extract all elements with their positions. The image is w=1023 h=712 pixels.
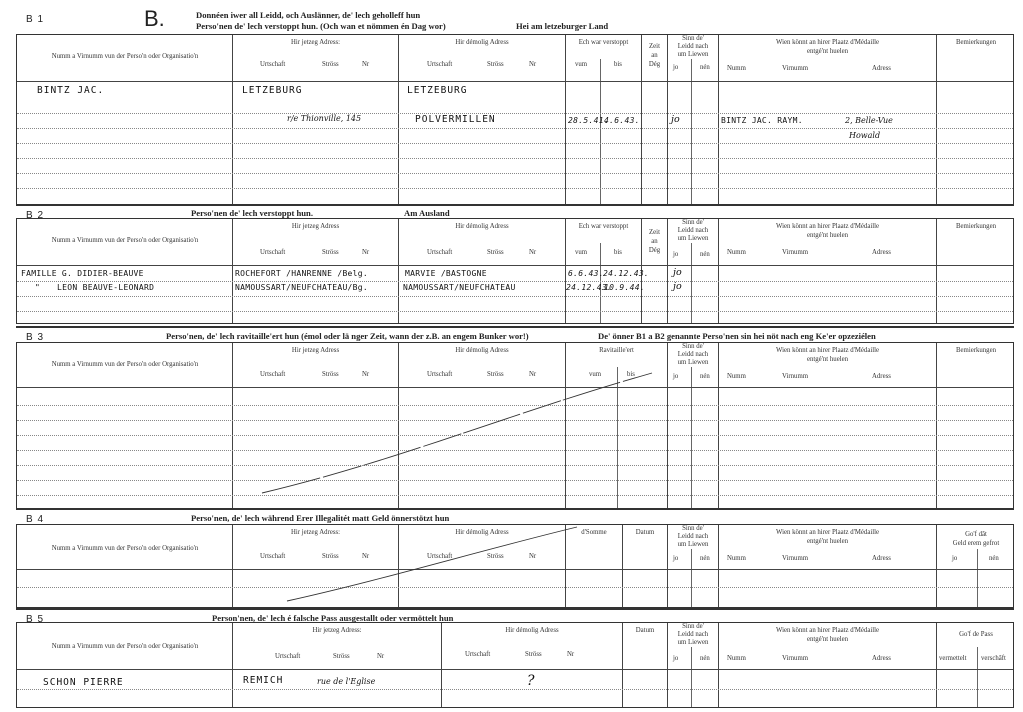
entry-from-date: 24.12.43. xyxy=(566,283,613,292)
section-title: Am Ausland xyxy=(404,208,450,218)
column-header-label: Urtschaft xyxy=(260,61,286,68)
column-header-label: um Liewen xyxy=(677,51,709,58)
column-divider xyxy=(232,623,233,707)
row-rule xyxy=(17,173,1013,174)
column-header-label: Wien könnt an hirer Plaatz d'Médaille xyxy=(775,627,880,634)
entry-current-street: rue de l'Eglise xyxy=(317,677,376,686)
column-header-label: Virnumm xyxy=(782,555,809,562)
column-header-label: Ströss xyxy=(322,61,339,68)
row-rule xyxy=(17,143,1013,144)
column-header-label: um Liewen xyxy=(677,639,709,646)
column-header-label: Geld erem gefrot xyxy=(952,540,1000,547)
column-header-label: Urtschaft xyxy=(427,553,453,560)
column-header-label: jo xyxy=(673,251,679,258)
column-divider xyxy=(936,219,937,323)
entry-former-address-unknown: ? xyxy=(527,673,535,689)
section-b4-table xyxy=(16,524,1014,608)
column-header-label: Hir démolig Adress xyxy=(455,223,509,230)
section-code: B 4 xyxy=(26,514,45,525)
column-header-label: Adress xyxy=(872,65,891,72)
column-header-label: nén xyxy=(700,373,710,380)
column-header-label: Urtschaft xyxy=(260,553,286,560)
entry-name: FAMILLE G. DIDIER-BEAUVE xyxy=(21,269,144,278)
column-header-label: Numm xyxy=(727,373,746,380)
column-header-label: Nr xyxy=(529,61,537,68)
column-header-label: Numm a Virnumm vun der Perso'n oder Organisatio'n xyxy=(51,361,199,368)
section-code: B 3 xyxy=(26,332,45,343)
section-b5 xyxy=(16,608,1014,708)
column-divider xyxy=(232,343,233,509)
column-header-label: Ströss xyxy=(487,61,504,68)
column-header-label: bis xyxy=(614,61,622,68)
section-title: Perso'nen, de' lech während Erer Illegalitét matt Geld önnerstötzt hun xyxy=(191,513,450,523)
entry-current-address: ROCHEFORT /HANRENNE /Belg. xyxy=(235,269,369,278)
column-header-label: Hir jetzeg Adress: xyxy=(290,529,341,536)
section-title-line1: Donnéen iwer all Leidd, och Auslänner, de' lech geholleff hun xyxy=(196,10,421,20)
section-code: B 5 xyxy=(26,614,45,625)
column-header-label: Dég xyxy=(648,61,661,68)
column-header-label: entgé'nt huelen xyxy=(806,538,849,545)
column-header-label: Wien könnt an hirer Plaatz d'Médaille xyxy=(775,529,880,536)
ditto-mark: " xyxy=(35,283,41,292)
column-header-label: Ströss xyxy=(322,553,339,560)
entry-current-town: REMICH xyxy=(243,675,284,686)
column-header-label: Leidd nach xyxy=(677,227,709,234)
column-divider xyxy=(232,525,233,607)
entry-from-date: 6.6.43. xyxy=(568,269,604,278)
column-header-label: Dég xyxy=(648,247,661,254)
entry-former-street: POLVERMILLEN xyxy=(415,114,496,125)
entry-to-date: 4.6.43. xyxy=(604,116,640,125)
entry-current-town: LETZEBURG xyxy=(242,85,303,96)
column-header-label: Sinn de' xyxy=(682,343,704,350)
column-header-label: Nr xyxy=(362,61,370,68)
entry-alive-yes: jo xyxy=(673,267,682,278)
column-header-label: Sinn de' xyxy=(682,219,704,226)
column-header-label: Nr xyxy=(529,249,537,256)
row-rule xyxy=(17,188,1013,189)
column-divider xyxy=(441,623,442,707)
entry-name: BINTZ JAC. xyxy=(37,85,105,96)
entry-name: LEON BEAUVE-LEONARD xyxy=(57,283,155,292)
section-b1 xyxy=(16,6,1014,205)
header-divider xyxy=(17,265,1013,266)
column-divider xyxy=(622,623,623,707)
column-header-label: vum xyxy=(575,249,588,256)
column-header-label: Virnumm xyxy=(782,249,809,256)
column-header-label: jo xyxy=(673,555,679,562)
column-header-label: Hir jetzeg Adress xyxy=(291,223,340,230)
column-header-label: Urtschaft xyxy=(465,651,491,658)
column-divider xyxy=(398,219,399,323)
column-header-label: Numm xyxy=(727,555,746,562)
section-title: Perso'nen, de' lech ravitaille'ert hun (émol oder lä nger Zeit, wann der z.B. an engem Bunker wor!) xyxy=(166,331,529,341)
column-header-label: Numm a Virnumm vun der Perso'n oder Organisatio'n xyxy=(51,237,199,244)
column-header-label: an xyxy=(651,238,658,245)
column-divider xyxy=(667,343,668,509)
column-header-label: Go'f de Pass xyxy=(959,631,993,638)
column-header-label: Virnumm xyxy=(782,373,809,380)
column-header-label: Ströss xyxy=(333,653,350,660)
column-divider xyxy=(232,219,233,323)
column-header-label: bis xyxy=(614,249,622,256)
column-header-label: Urtschaft xyxy=(260,249,286,256)
column-header-label: Ströss xyxy=(487,249,504,256)
column-header-label: Ech war verstoppt xyxy=(578,39,629,46)
column-header-label: Zeit xyxy=(649,229,660,236)
column-header-label: Nr xyxy=(377,653,385,660)
column-header-label: Nr xyxy=(529,371,537,378)
column-divider xyxy=(691,647,692,707)
entry-medal-address-town: Howald xyxy=(849,131,881,140)
row-rule xyxy=(17,311,1013,312)
entry-medal-name: BINTZ JAC. RAYM. xyxy=(721,116,803,125)
column-header-label: Hir démolig Adress xyxy=(455,39,509,46)
column-header-label: Nr xyxy=(529,553,537,560)
column-header-label: d'Somme xyxy=(581,529,607,536)
column-divider xyxy=(977,647,978,707)
section-title: Perso'nen de' lech verstoppt hun. xyxy=(191,208,313,218)
name-column-header: Numm a Virnumm vun der Perso'n oder Organisatio'n xyxy=(51,53,199,60)
entry-current-address: NAMOUSSART/NEUFCHATEAU/Bg. xyxy=(235,283,369,292)
column-header-label: nén xyxy=(700,64,710,71)
column-header-label: Numm xyxy=(727,655,746,662)
column-divider xyxy=(622,525,623,607)
column-header-label: Nr xyxy=(362,249,370,256)
column-header-label: Hir jetzeg Adress: xyxy=(290,39,341,46)
entry-former-address: NAMOUSSART/NEUFCHATEAU xyxy=(403,283,516,292)
entry-to-date: 24.12.43. xyxy=(603,269,650,278)
column-header-label: Hir démolig Adress xyxy=(455,529,509,536)
column-header-label: Ströss xyxy=(525,651,542,658)
column-header-label: Urtschaft xyxy=(427,249,453,256)
column-divider xyxy=(691,549,692,607)
column-header-label: um Liewen xyxy=(677,235,709,242)
column-header-label: Adress xyxy=(872,249,891,256)
entry-alive-yes: jo xyxy=(673,281,682,292)
entry-current-street: r/e Thionville, 145 xyxy=(287,114,362,123)
column-header-label: Nr xyxy=(567,651,575,658)
column-header-label: verschâft xyxy=(981,655,1006,662)
column-header-label: an xyxy=(651,52,658,59)
column-header-label: Wien könnt an hirer Plaatz d'Médaille xyxy=(775,223,880,230)
column-header-label: nén xyxy=(989,555,999,562)
row-rule xyxy=(17,281,1013,282)
entry-to-date: 10.9.44. xyxy=(604,283,645,292)
column-header-label: Zeit xyxy=(649,43,660,50)
column-header-label: Urtschaft xyxy=(427,371,453,378)
section-b3-table xyxy=(16,342,1014,510)
column-header-label: Urtschaft xyxy=(260,371,286,378)
column-header-label: Wien könnt an hirer Plaatz d'Médaille xyxy=(775,347,880,354)
column-header-label: Ströss xyxy=(322,371,339,378)
header-divider xyxy=(17,81,1013,82)
column-header-label: um Liewen xyxy=(677,541,709,548)
column-header-label: Ravitaille'ert xyxy=(599,347,634,354)
column-divider xyxy=(667,35,668,205)
column-header-label: Ech war verstoppt xyxy=(578,223,629,230)
column-header-label: Nr xyxy=(362,553,370,560)
column-divider xyxy=(977,549,978,607)
entry-alive-yes: jo xyxy=(671,114,680,125)
column-divider xyxy=(565,219,566,323)
column-header-label: nén xyxy=(700,555,710,562)
column-header-label: Sinn de' xyxy=(682,623,704,630)
column-header-label: jo xyxy=(673,373,679,380)
column-header-label: vum xyxy=(575,61,588,68)
column-divider xyxy=(691,367,692,509)
column-header-label: entgé'nt huelen xyxy=(806,48,849,55)
entry-from-date: 28.5.41. xyxy=(568,116,609,125)
entry-former-town: LETZEBURG xyxy=(407,85,468,96)
column-header-label: Hir jetzeg Adress xyxy=(291,347,340,354)
column-header-label: entgé'nt huelen xyxy=(806,232,849,239)
entry-name: SCHON PIERRE xyxy=(43,677,124,688)
column-header-label: jo xyxy=(952,555,958,562)
section-b3 xyxy=(16,326,1014,508)
row-rule xyxy=(17,296,1013,297)
column-header-label: Virnumm xyxy=(782,655,809,662)
column-header-label: Numm a Virnumm vun der Perso'n oder Organisatio'n xyxy=(51,643,199,650)
column-divider xyxy=(398,35,399,205)
column-header-label: Bemierkungen xyxy=(955,223,996,230)
column-divider xyxy=(232,35,233,205)
entry-former-address: MARVIE /BASTOGNE xyxy=(405,269,487,278)
column-header-label: Leidd nach xyxy=(677,43,709,50)
column-header-label: bis xyxy=(627,371,635,378)
section-b2-table xyxy=(16,218,1014,324)
column-header-label: Hir démolig Adress xyxy=(505,627,559,634)
row-rule xyxy=(17,128,1013,129)
column-header-label: Numm xyxy=(727,65,746,72)
column-header-label: Virnumm xyxy=(782,65,809,72)
row-rule xyxy=(17,158,1013,159)
section-title-line2: Perso'nen de' lech verstoppt hun. (Och wan et nömmen én Dag wor) xyxy=(196,21,446,31)
column-divider xyxy=(936,35,937,205)
entry-medal-address: 2, Belle-Vue xyxy=(845,116,893,125)
column-header-label: Leidd nach xyxy=(677,631,709,638)
section-b1-header xyxy=(16,6,1014,31)
column-header-label: jo xyxy=(673,64,679,71)
column-divider xyxy=(936,343,937,509)
column-header-label: Bemierkungen xyxy=(955,39,996,46)
section-letter: B. xyxy=(144,6,165,31)
column-divider xyxy=(565,35,566,205)
column-header-label: Datum xyxy=(635,529,655,536)
column-header-label: Nr xyxy=(362,371,370,378)
section-code: B 1 xyxy=(26,14,45,25)
section-title: De' önner B1 a B2 genannte Perso'nen sin hei nöt nach eng Ke'er opzeziélen xyxy=(598,331,876,341)
section-b4 xyxy=(16,508,1014,606)
column-header-label: entgé'nt huelen xyxy=(806,356,849,363)
column-divider xyxy=(718,343,719,509)
strikethrough-line xyxy=(282,525,582,605)
column-header-label: Hir démolig Adress xyxy=(455,347,509,354)
column-header-label: um Liewen xyxy=(677,359,709,366)
column-header-label: Ströss xyxy=(322,249,339,256)
column-header-label: Ströss xyxy=(487,371,504,378)
column-header-label: Urtschaft xyxy=(427,61,453,68)
column-header-label: Bemierkungen xyxy=(955,347,996,354)
column-header-label: Go'f dât xyxy=(965,531,987,538)
column-header-label: Urtschaft xyxy=(275,653,301,660)
row-rule xyxy=(17,689,1013,690)
column-header-label: Sinn de' xyxy=(682,525,704,532)
column-header-label: Leidd nach xyxy=(677,533,709,540)
column-header-label: Hir jetzeg Adress: xyxy=(312,627,362,634)
section-b1-table xyxy=(16,34,1014,206)
section-b5-table xyxy=(16,622,1014,708)
section-title-right: Hei am letzeburger Land xyxy=(516,21,609,31)
column-divider xyxy=(718,35,719,205)
column-header-label: Numm a Virnumm vun der Perso'n oder Organisatio'n xyxy=(51,545,199,552)
section-code: B 2 xyxy=(26,210,45,221)
column-header-label: Numm xyxy=(727,249,746,256)
strikethrough-line xyxy=(257,371,657,501)
header-divider xyxy=(17,669,1013,670)
column-header-label: nén xyxy=(700,655,710,662)
column-header-label: Adress xyxy=(872,655,891,662)
column-header-label: jo xyxy=(673,655,679,662)
column-header-label: Adress xyxy=(872,373,891,380)
section-title: Person'nen, de' lech é falsche Pass ausgestallt oder vermöttelt hun xyxy=(212,613,454,623)
column-header-label: entgé'nt huelen xyxy=(806,636,849,643)
column-header-label: nén xyxy=(700,251,710,258)
section-b2 xyxy=(16,204,1014,322)
row-rule xyxy=(17,113,1013,114)
column-header-label: Leidd nach xyxy=(677,351,709,358)
column-header-label: Sinn de' xyxy=(682,35,704,42)
column-header-label: Adress xyxy=(872,555,891,562)
column-header-label: Ströss xyxy=(487,553,504,560)
column-header-label: Datum xyxy=(635,627,655,634)
column-header-label: Wien könnt an hirer Plaatz d'Médaille xyxy=(775,39,880,46)
column-header-label: vum xyxy=(589,371,602,378)
column-header-label: vermettelt xyxy=(939,655,967,662)
